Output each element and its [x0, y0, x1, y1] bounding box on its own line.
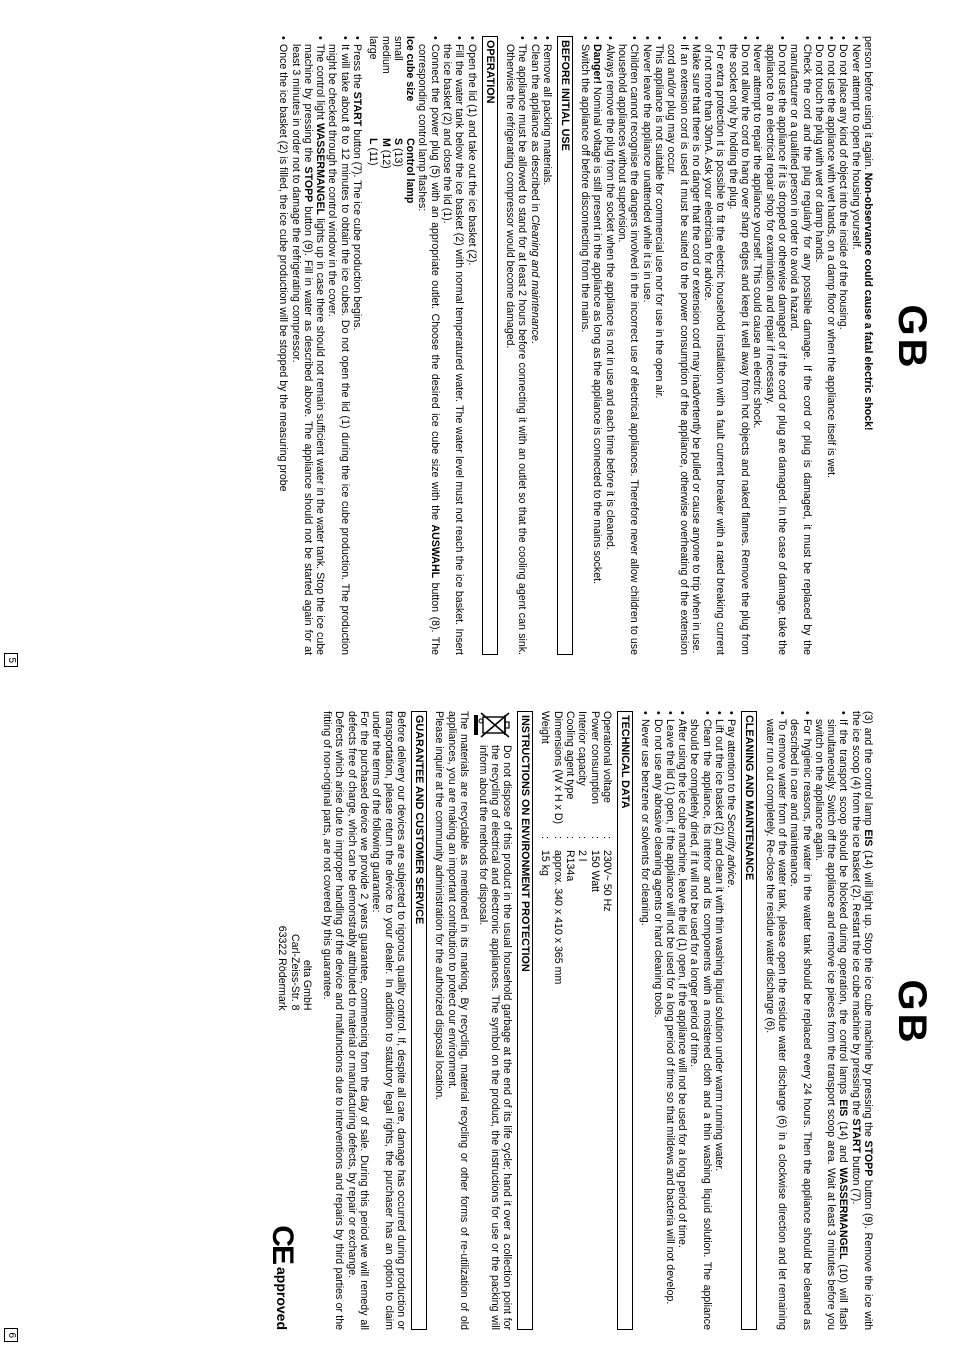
safety-item: • Do not touch the plug with wet or damp hands.: [813, 36, 825, 655]
guarantee-text: Before delivery our devices are subjected to rigorous quality control. If, despite all care, damage has occurred during production or transportation, please return the device to your dealer. In addition to statutory legal rights, the purchaser has an option to claim under the terms of the following guarantee:: [370, 711, 407, 1330]
page-6-columns: [28, 711, 874, 1330]
safety-item: • Do not allow the cord to hang over sharp edges and keep it well away from hot objects and naked flames. Remove the plug from the socket only by holding the plug.: [726, 36, 751, 655]
safety-item: • Do not place any kind of object into the inside of the housing.: [837, 36, 849, 655]
before-item: • Remove all packing materials.: [541, 36, 553, 655]
safety-item: • Make sure that there is no danger that the cord or extension cord may inadvertently be pulled or cause anyone to trip when in use.: [690, 36, 702, 655]
manufacturer-address: elta GmbH Carl-Zeiss-Str. 8 63322 Rödermark: [276, 925, 313, 1011]
operation-item: • Open the lid (1) and take out the ice basket (2).: [465, 36, 477, 655]
operation-item: • Fill the water tank below the ice basket (2) with normal temperatured water. The water level must not reach the ice basket. Insert the ice basket (2) and close the lid (1).: [441, 36, 466, 655]
cleaning-item: • Pay attention to the Security advice.: [725, 711, 737, 1330]
environment-block: [470, 711, 513, 1330]
page-number: 6: [4, 1328, 18, 1342]
operation-item: • For hygienic reasons, the water in the water tank should be replaced every 24 hours. Then the appliance should be cleaned as described in care and maintenance.: [788, 711, 813, 1330]
page-6: [0, 675, 954, 1350]
cleaning-item: • Lift out the ice basket (2) and clean it with thin washing liquid solution under warm running water.: [713, 711, 725, 1330]
page-6-wrapper: [0, 675, 954, 1350]
safety-item: • Check the cord and the plug regularly for any possible damage. If the cord or plug is damaged, it must be replaced by the manufacturer or a qualified person in order to avoid a hazard.: [788, 36, 813, 655]
before-initial-use-heading: BEFORE INITIAL USE: [557, 36, 573, 655]
safety-item: • Children cannot recognise the dangers involved in the incorrect use of electrical appliances. Therefore never allow children to use household appliances without supervision.: [616, 36, 641, 655]
page-6-column: [28, 711, 874, 1330]
guarantee-text: Defects which arise due to improper handling of the device and malfunctions due to interventions and repairs by third parties or the fitting of non-original parts, are not covered by this guarantee.: [321, 711, 346, 1330]
cleaning-item: • Leave the lid (1) open, if the appliance will not be used for a long period of time so that mildews and bacteria will not develop.: [664, 711, 676, 1330]
safety-item: • If an extension cord is used it must be suited to the power consumption of the appliance, otherwise overheating of the extension cord and/or plug may occur.: [665, 36, 690, 655]
before-item: • Clean the appliance as described in Cleaning and maintenance.: [528, 36, 540, 655]
safety-item: • For extra protection it is possible to fit the electric household installation with a fault current breaker with a rated breaking current of not more than 30mA. Ask your electrician for advice.: [702, 36, 727, 655]
guarantee-text: For the purchased device we provide 2 years guarantee, commencing from the day of sale. During this period we will remedy all defects free of charge, which can be demonstrably attributed to material or manufacturing defects, by repair or exchange.: [345, 711, 371, 1330]
operation-item: • Once the ice basket (2) is filled, the ice cube production will be stopped by the measuring probe: [277, 36, 289, 655]
technical-data-heading: TECHNICAL DATA: [617, 711, 633, 1330]
operation-item: • Press the START button (7). The ice cube production begins.: [351, 36, 363, 655]
operation-item: • Connect the power plug (5) with an appropriate outlet. Choose the desired ice cube size with the AUSWAHL button (8). The corresponding control lamp flashes:: [416, 36, 441, 655]
operation-item: • To remove water from of the water tank, please open the residue water discharge (6) in a clockwise direction and let remaining water run out completely. Re-close the residue water discharge (6).: [763, 711, 788, 1330]
danger-item: • Danger! Nominal voltage is still present in the appliance as long as the appliance is connected to the mains socket.: [591, 36, 603, 655]
operation-item: • If the transport scoop should be blocked during operation, the control lamps EIS (14) and WASSERMANGEL (10) will flash simultaneously. Switch off the appliance and remove ice pieces from the transport scoop area. Wait at least 3 minutes before you switch on the appliance again.: [813, 711, 850, 1330]
technical-data-table: Operational voltage : 230V~ 50 Hz Power consumption : 150 Watt Interior capacity : 2 l Cooling agent type : R134a Dimensions (W x H x D) : approx. 340 x 410 x 365 mm Weight : 15 kg: [539, 711, 613, 1330]
tech-value: 2 l: [576, 850, 589, 862]
ce-approved: [266, 1225, 300, 1330]
tech-value: 15 kg: [539, 850, 552, 876]
safety-item: • Do not use the appliance if it is dropped or otherwise damaged or if the cord or plug are damaged. In the case of damage, take the appliance to an electrical repair shop for examination and repair if necessary.: [763, 36, 788, 655]
cleaning-item: • Clean the appliance, its interior and its components with a moistened cloth and a thin washing liquid solution. The appliance should be completely dried, if it will not be used for a longer period of time.: [688, 711, 713, 1330]
tech-key: Power consumption: [588, 711, 601, 805]
safety-item: • Do not use the appliance with wet hands, on a damp floor or when the appliance itself is wet.: [825, 36, 837, 655]
tech-key: Weight: [539, 711, 552, 744]
operation-item: • The control light WASSERMANGEL lights up in case there should not remain sufficient water in the water tank. Stop the ice cube machine by pressing the STOPP button (9). Fill in water as described above. The appliance should not be started again for at least 3 minutes in order not to damage the refrigerating compressor.: [289, 36, 326, 655]
ce-mark-icon: CE: [266, 1225, 300, 1263]
cleaning-item: • Never use benzene or solvents for cleaning.: [639, 711, 651, 1330]
cleaning-item: • Do not use any abrasive cleaning agents or hard cleaning tools.: [651, 711, 663, 1330]
switch-off-item: • Switch the appliance off before disconnecting from the mains.: [579, 36, 591, 655]
before-item: • The appliance must be allowed to stand for at least 2 hours before connecting it with an outlet so that the cooling agent can sink. Otherwise the refrigerating compressor would become damaged.: [504, 36, 529, 655]
fatal-shock-warning: Non-observance could cause a fatal electric shock!: [862, 172, 874, 431]
safety-item: • Never attempt to repair the appliance yourself. This could cause an electric shock.: [751, 36, 763, 655]
page-number: 5: [4, 653, 18, 667]
environment-text: Please inquire at the community administration for the authorized disposal location.: [433, 711, 446, 1101]
tech-value: 150 Watt: [588, 850, 601, 893]
environment-text: The materials are recyclable as mentioned in its marking. By recycling, material recycling or other forms of re-utilization of old appliances, you are making an important contribution to protect our environment.: [445, 711, 470, 1330]
table-cell: medium: [379, 36, 392, 74]
table-cell: large: [367, 36, 380, 60]
operation-item: • It will take about 8 to 12 minutes to obtain the ice cubes. Do not open the lid (1) during the ice cube production. The production might be checked through the control window in the cover.: [326, 36, 351, 655]
environment-text: Do not dispose of this product in the usual household garbage at the end of its life cycle; hand it over a collection point for the recycling of electrical and electronic appliances. The symbol on the product, the instructions for use or the packing will inform about the methods for disposal.: [476, 745, 514, 1330]
page-6-header: GB: [890, 979, 934, 1046]
tech-key: Operational voltage: [600, 711, 613, 803]
manufacturer-block: [266, 711, 313, 1330]
ice-size-table: [367, 36, 416, 655]
tech-value: R134a: [564, 850, 577, 882]
environment-heading: INSTRUCTIONS ON ENVIRONMENT PROTECTION: [517, 711, 533, 1330]
guarantee-heading: GUARANTEE AND CUSTOMER SERVICE: [411, 711, 427, 1330]
table-cell: L (11): [367, 138, 380, 166]
table-header: Ice cube size: [404, 36, 417, 102]
table-header: Control lamp: [404, 138, 417, 204]
safety-item: • This appliance is not suitable for commercial use nor for use in the open air.: [653, 36, 665, 655]
approved-label: approved: [274, 1266, 291, 1330]
crossed-bin-icon: [470, 711, 513, 739]
tech-key: Interior capacity: [576, 711, 589, 786]
table-cell: M (12): [379, 138, 392, 169]
page-5-header: GB: [890, 304, 934, 371]
safety-item: • Never attempt to open the housing yourself.: [849, 36, 861, 655]
tech-value: approx. 340 x 410 x 365 mm: [551, 850, 564, 985]
page-5-columns: [28, 36, 874, 655]
operation-continued: (3) and the control lamp EIS (14) will light up. Stop the ice cube machine by pressing the STOPP button (9). Remove the ice with the ice scoop (4) from the ice basket (2). Restart the ice cube machine by pressing the START button (7).: [849, 711, 874, 1331]
safety-intro: person before using it again. Non-observance could cause a fatal electric shock!: [862, 36, 874, 431]
cleaning-item: • After using the ice cube machine, leave the lid (1) open, if the appliance will not be used for a long period of time.: [676, 711, 688, 1330]
table-cell: S (13): [391, 138, 404, 167]
page-5-left-column: [28, 36, 874, 655]
tech-key: Cooling agent type: [564, 711, 577, 800]
cleaning-heading: CLEANING AND MAINTENANCE: [741, 711, 757, 1330]
safety-item: • Always remove the plug from the socket when the appliance is not in use and each time before it is cleaned.: [603, 36, 615, 655]
safety-item: • Never leave the appliance unattended while it is in use.: [640, 36, 652, 655]
table-cell: small: [391, 36, 404, 61]
tech-key: Dimensions (W x H x D): [551, 711, 564, 825]
tech-value: 230V~ 50 Hz: [600, 850, 613, 912]
operation-heading: OPERATION: [482, 36, 498, 655]
